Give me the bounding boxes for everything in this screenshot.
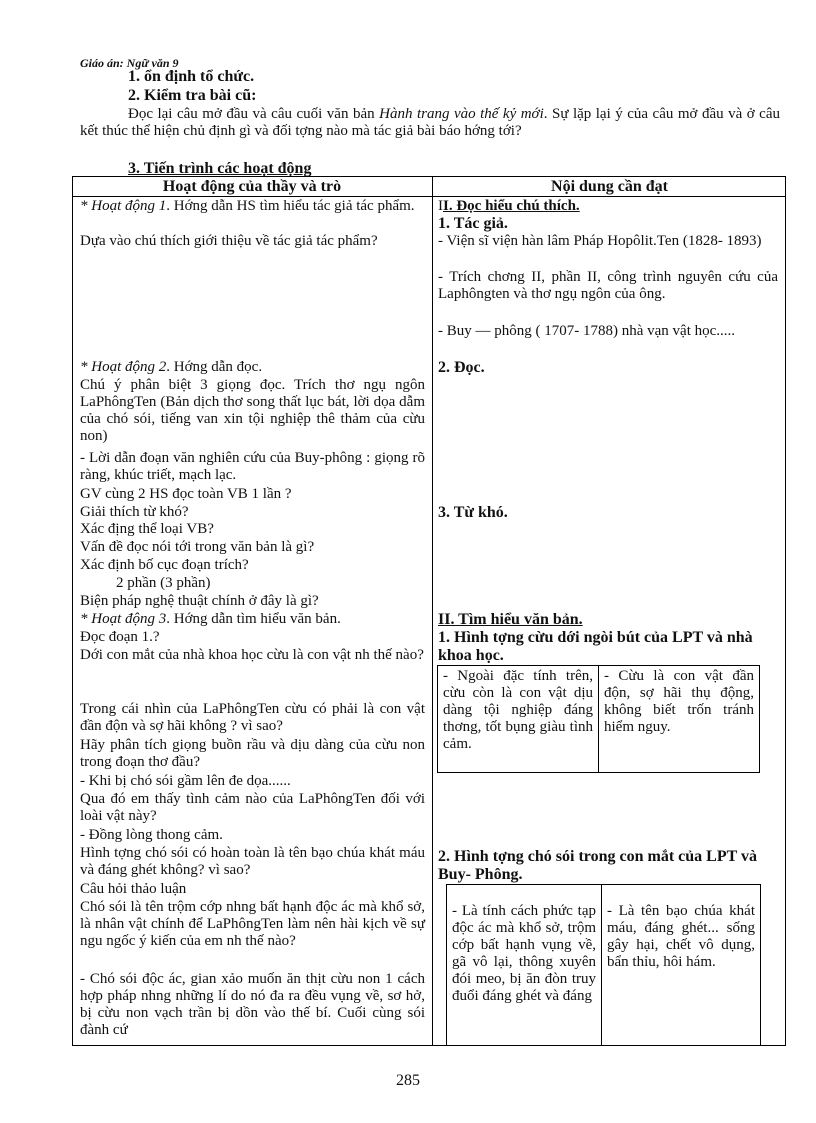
section-3-heading: 3. Tiến trình các hoạt động — [128, 160, 312, 177]
activity-2-label: * Hoạt động 2 — [80, 359, 167, 375]
activity-1-question: Dựa vào chú thích giới thiệu về tác giả tác phẩm? — [80, 233, 378, 249]
activity-3-voice-question: Hãy phân tích giọng buồn rầu và dịu dàng của cừu non trong đoạn thơ đầu? — [80, 737, 425, 770]
activity-1-label: * Hoạt động 1 — [80, 198, 167, 214]
wolf-buffon-text: - Là tên bạo chúa khát máu, đáng ghét... sống gây hại, chết vô dụng, bẩn thỉu, hôi hám. — [607, 903, 755, 970]
sheep-image-subheading-text: 1. Hình tợng cừu dới ngòi bút của LPT và nhà khoa học. — [438, 629, 753, 664]
page-number: 285 — [396, 1072, 420, 1089]
activity-3-heading — [80, 611, 425, 628]
section-i-text: I. Đọc hiểu chú thích. — [443, 198, 580, 214]
activity-2-reading-note: Chú ý phân biệt 3 giọng đọc. Trích thơ ngụ ngôn LaPhôngTen (Bản dịch thơ song thất lục bát, lời dọa dẫm của chó sói, tiếng van xin tội nghiệp thê thảm của cừu non) — [80, 377, 425, 444]
question-text-part-1: Đọc lại câu mở đầu và câu cuối văn bản — [128, 106, 375, 122]
wolf-comparison-buffon-cell — [601, 884, 761, 1046]
sheep-comparison-buffon-cell — [598, 665, 760, 773]
activity-3-label: * Hoạt động 3 — [80, 611, 167, 627]
activity-2-vocab-question: Giải thích từ khó? — [80, 504, 189, 520]
document-header-label: Giáo án: Ngữ văn 9 — [80, 56, 179, 70]
section-1-heading: 1. ổn định tổ chức. — [128, 68, 255, 85]
reading-subheading: 2. Đọc. — [438, 359, 485, 376]
activity-3-wolf-threat: - Khi bị chó sói gầm lên đe dọa...... — [80, 773, 291, 789]
question-title-italic: Hành trang vào thế kỷ mới — [379, 106, 544, 122]
activity-1-text: . Hớng dẫn HS tìm hiểu tác giả tác phẩm. — [166, 198, 415, 214]
section-i-title — [438, 198, 778, 215]
activity-3-discussion-label: Câu hỏi thảo luận — [80, 881, 187, 897]
section-2-question — [80, 106, 780, 140]
sheep-image-subheading — [438, 629, 778, 665]
table-column-divider — [432, 176, 433, 1046]
author-info-1: - Viện sĩ viện hàn lâm Pháp Hopôlit.Ten (1828- 1893) — [438, 233, 762, 249]
activity-2-heading — [80, 359, 425, 376]
activity-2-text: . Hớng dẫn đọc. — [166, 359, 263, 375]
question-text-part-2: . Sự lặp lại ý của câu mở đầu và ở câu kết thúc thể hiện chủ định gì và đối tợng nào mà tác giả bài báo hớng tới? — [80, 106, 780, 139]
author-info-2: - Trích chơng II, phần II, công trình nguyên cứu của Laphôngten và thơ ngụ ngôn của ông. — [438, 269, 778, 302]
activity-1-heading — [80, 198, 425, 215]
activity-2-buffon-note: - Lời dẫn đoạn văn nghiên cứu của Buy-phông : giọng rõ ràng, khúc triết, mạch lạc. — [80, 450, 425, 483]
activity-3-scientist-question: Dới con mắt của nhà khoa học cừu là con vật nh thế nào? — [80, 647, 424, 663]
section-2-heading: 2. Kiểm tra bài cũ: — [128, 87, 257, 104]
activity-3-sympathy-answer: - Đồng lòng thong cảm. — [80, 827, 223, 843]
wolf-comparison-lafontaine-cell — [446, 884, 602, 1046]
activity-3-lafontaine-question: Trong cái nhìn của LaPhôngTen cừu có phải là con vật đần độn và sợ hãi không ? vì sao? — [80, 701, 425, 734]
author-subheading: 1. Tác giả. — [438, 215, 508, 232]
sheep-lafontaine-text: - Ngoài đặc tính trên, cừu còn là con vật dịu dàng tội nghiệp đáng thơng, tốt bụng giàu tình cảm. — [443, 668, 593, 752]
wolf-image-subheading — [438, 848, 778, 884]
activity-3-read-instruction: Đọc đoạn 1.? — [80, 629, 160, 645]
activity-2-issue-question: Vấn đề đọc nói tới trong văn bản là gì? — [80, 539, 315, 555]
activity-2-layout-answer: 2 phần (3 phần) — [116, 575, 211, 591]
section-ii-title: II. Tìm hiểu văn bản. — [438, 611, 583, 628]
activity-3-text: . Hớng dẫn tìm hiểu văn bản. — [166, 611, 341, 627]
activity-3-discussion-question: Chó sói là tên trộm cớp nhng bất hạnh độc ác mà khổ sở, là nhân vật chính để LaPhôngTen làm nên hài kịch về sự ngu ngốc ý kiến của em nh thế nào? — [80, 899, 425, 949]
activity-2-layout-question: Xác định bố cục đoạn trích? — [80, 557, 249, 573]
table-header-divider — [72, 196, 786, 197]
section-i-numeral: I — [438, 198, 443, 214]
author-info-3: - Buy — phông ( 1707- 1788) nhà vạn vật học..... — [438, 323, 736, 339]
table-header-left: Hoạt động của thầy và trò — [162, 178, 342, 195]
vocab-subheading: 3. Từ khó. — [438, 504, 508, 521]
sheep-buffon-text: - Cừu là con vật đần độn, sợ hãi thụ động, không biết trốn tránh hiểm nguy. — [604, 668, 754, 735]
wolf-image-subheading-text: 2. Hình tợng chó sói trong con mắt của LPT và Buy- Phông. — [438, 848, 757, 883]
sheep-comparison-lafontaine-cell — [437, 665, 599, 773]
activity-3-feeling-question: Qua đó em thấy tình cảm nào của LaPhôngTen đối với loài vật này? — [80, 791, 425, 824]
wolf-lafontaine-text: - Là tính cách phức tạp độc ác mà khổ sở, trộm cớp bất hạnh vụng về, gã vô lại, thông xuyên đói meo, bị ăn đòn truy đuổi đáng ghét và đáng — [452, 903, 596, 1004]
activity-3-wolf-question: Hình tợng chó sói có hoàn toàn là tên bạo chúa khát máu và đáng ghét không? vì sao? — [80, 845, 425, 878]
activity-2-genre-question: Xác địng thể loại VB? — [80, 521, 214, 537]
activity-3-discussion-answer: - Chó sói độc ác, gian xảo muốn ăn thịt cừu non 1 cách hợp pháp nhng những lí do nó đa ra đều vụng về, sơ hở, bị cừu non vạch trần bị dồn vào thế bí. Cuối cùng sói đành cứ — [80, 971, 425, 1038]
activity-2-read-instruction: GV cùng 2 HS đọc toàn VB 1 lần ? — [80, 486, 292, 502]
table-header-right: Nội dung cần đạt — [551, 178, 668, 195]
activity-2-art-question: Biện pháp nghệ thuật chính ở đây là gì? — [80, 593, 319, 609]
